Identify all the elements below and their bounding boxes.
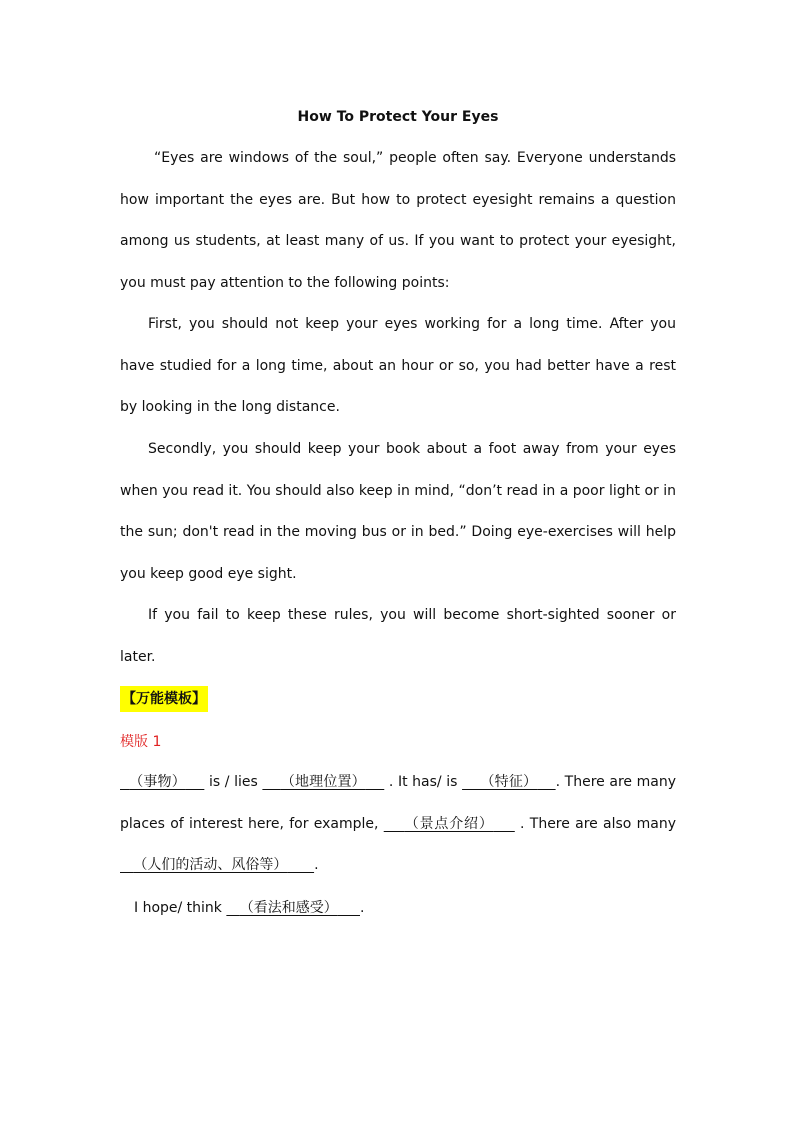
template-text: . — [314, 857, 319, 874]
blank-scenic-spots: （景点介绍） — [404, 815, 494, 832]
template-text: . It has/ is — [384, 774, 463, 790]
template-line-2 — [120, 888, 690, 930]
paragraph-first-point: First, you should not keep your eyes working for a long time. After you have studied for a long time, about an hour or so, you had better have a rest by looking in the long distance. — [120, 316, 676, 416]
template-subtitle: 模版 1 — [120, 734, 162, 750]
template-text: . There are many places of interest here, for example, — [120, 774, 677, 832]
paragraph-second-point: Secondly, you should keep your book about a foot away from your eyes when you read it. You should also keep in mind, “don’t read in a poor light or in the sun; don't read in the moving bus or in bed.” Doing eye-exercises will help you keep good eye sight. — [120, 441, 676, 582]
document-title: How To Protect Your Eyes — [297, 109, 499, 125]
blank-location: （地理位置） — [280, 774, 366, 790]
paragraph-conclusion: If you fail to keep these rules, you will become short-sighted sooner or later. — [120, 607, 676, 665]
blank-feature: （特征） — [480, 774, 538, 790]
template-text: . — [360, 900, 365, 916]
template-line-1 — [120, 762, 676, 887]
template-tag: 【万能模板】 — [120, 686, 208, 712]
blank-thing: （事物） — [129, 774, 186, 790]
blank-opinion: （看法和感受） — [239, 900, 338, 916]
paragraph-intro: “Eyes are windows of the soul,” people often say. Everyone understands how important the eyes are. But how to protect eyesight remains a question among us students, at least many of us. If you want to protect your eyesight, you must pay attention to the following points: — [120, 150, 676, 291]
template-text: . There are also many — [514, 815, 677, 832]
template-text: I hope/ think — [134, 900, 227, 916]
blank-activities: （人们的活动、风俗等） — [133, 857, 288, 874]
template-text: is / lies — [204, 774, 263, 790]
